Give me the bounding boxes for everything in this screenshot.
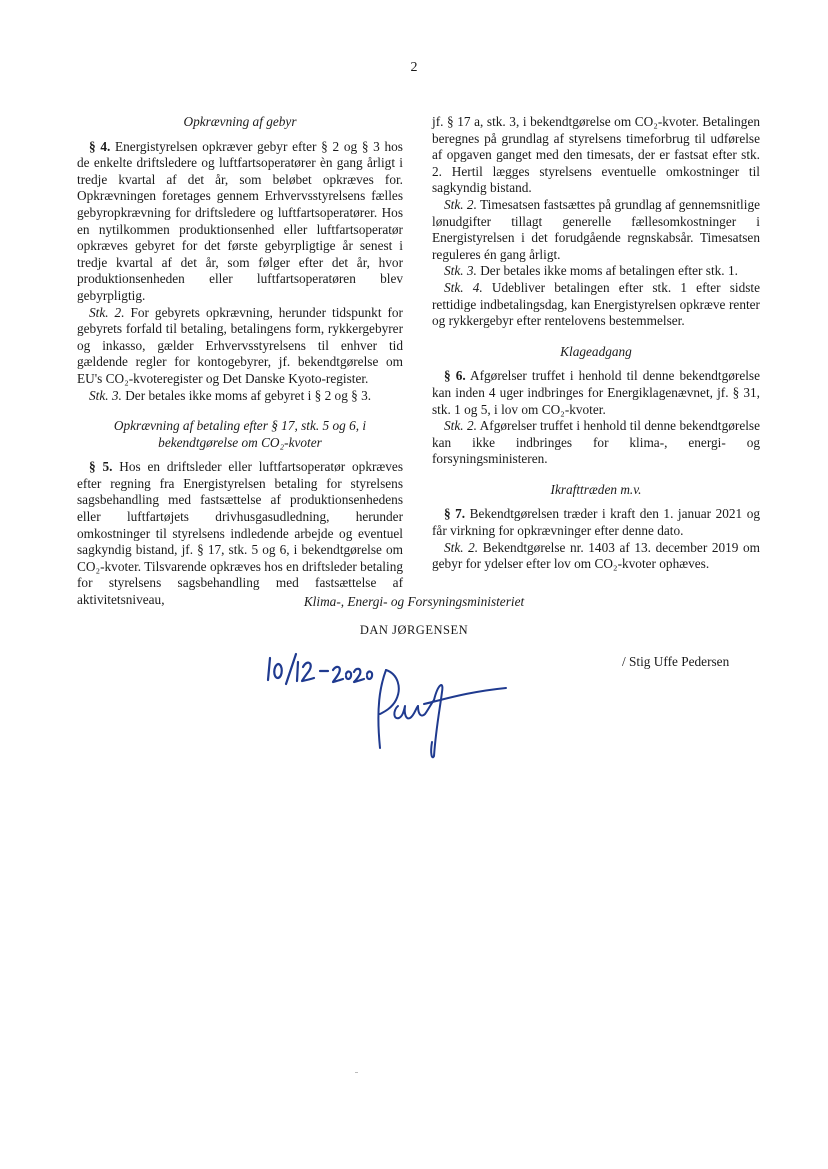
paragraph-s6 [432,368,760,418]
heading-ikrafttraeden: Ikrafttræden m.v. [550,481,642,497]
paragraph-text: Bekendtgørelse nr. 1403 af 13. december 2019 om gebyr for ydelser efter lov om CO₂-kvoter ophæves. [432,539,760,572]
paragraph-text: Timesatsen fastsættes på grundlag af gennemsnitlige lønudgifter tillagt generelle fællesomkostninger i Energistyrelsen i det forudgående regnskabsår. Timesatsen reguleres én gang årligt. [432,196,760,262]
paragraph-text: Der betales ikke moms af betalingen efter stk. 1. [476,263,738,279]
scan-speck [355,1072,358,1073]
left-column [77,114,403,609]
paragraph-s4-stk3 [77,388,403,405]
right-column [432,114,760,573]
stk-label: Stk. 3. [444,263,477,279]
section-number: § 5. [89,459,113,475]
handwritten-date [266,650,378,690]
paragraph-s5 [77,459,403,608]
paragraph-text: For gebyrets opkrævning, herunder tidspunkt for gebyrets forfald til betaling, betalingens form, rykkergebyrer og inkasso, gælder Erhvervsstyrelsens til enhver tid gældende regler for kontogebyrer, jf. bekendtgørelse om EU's CO₂-kvoteregister og Det Danske Kyoto-register. [77,304,403,386]
paragraph-s5-continued: jf. § 17 a, stk. 3, i bekendtgørelse om CO₂-kvoter. Betalingen beregnes på grundlag af styrelsens timeforbrug til udførelse af opgaven ganget med den timesats, der er fastsat efter stk. 2. Hertil lægges styrelsens eventuelle omkostninger til sagkyndig bistand. [432,114,760,196]
paragraph-text: Udebliver betalingen efter stk. 1 efter sidste rettidige indbetalingsdag, kan Energistyrelsen opkræve renter og rykkergebyr efter rentelovens bestemmelser. [432,279,760,329]
signature [370,662,510,760]
paragraph-text: Afgørelser truffet i henhold til denne bekendtgørelse kan ikke indbringes for klima-, energi- og forsyningsministeren. [432,418,760,467]
section-number: § 7. [444,506,466,522]
paragraph-s5-stk3 [432,263,760,280]
paragraph-text: Der betales ikke moms af gebyret i § 2 og § 3. [121,387,372,403]
paragraph-text: Energistyrelsen opkræver gebyr efter § 2 og § 3 hos de enkelte driftsledere og luftfartsoperatører èn gang årligt i tredje kvartal af det år, som beløbet opkræves for. Opkrævningen foretages gennem Erhvervsstyrelsens fælles gebyropkrævning for driftsledere og luftfartsoperatører. Hos en nytilkommen produktionsenhed eller luftfartsoperatør opkræves gebyret for det første gebyrpligtige år senest i tredje kvartal af det år, som følger efter det år, hvor produktionsenheden eller luftfartsoperatøren blev gebyrpligtig. [77,138,403,303]
official-name: / Stig Uffe Pedersen [622,654,730,669]
paragraph-s5-stk4 [432,280,760,330]
paragraph-text: Afgørelser truffet i henhold til denne bekendtgørelse kan inden 4 uger indbringes for Energiklagenævnet, jf. § 31, stk. 1 og 5, i lov om CO₂-kvoter. [432,368,760,417]
stk-label: Stk. 4. [444,279,483,295]
paragraph-s4-stk2 [77,305,403,388]
heading-opkraevning-af-betaling: Opkrævning af betaling efter § 17, stk. 5 og 6, i [113,418,367,434]
ministry-name: Klima-, Energi- og Forsyningsministeriet [303,594,525,609]
stk-label: Stk. 2. [444,196,477,212]
paragraph-s7-stk2 [432,540,760,573]
page-number: 2 [410,60,418,75]
minister-name: DAN JØRGENSEN [359,623,469,637]
stk-label: Stk. 3. [89,387,122,403]
heading-opkraevning-af-gebyr: Opkrævning af gebyr [183,114,297,129]
stk-label: Stk. 2. [444,539,479,555]
heading-opkraevning-af-betaling-line2: bekendtgørelse om CO₂-kvoter [158,434,322,450]
stk-label: Stk. 2. [444,418,477,434]
paragraph-s5-stk2 [432,197,760,263]
paragraph-s7 [432,506,760,539]
section-number: § 6. [444,368,466,384]
stk-label: Stk. 2. [89,304,125,320]
paragraph-text: Hos en driftsleder eller luftfartsoperatør opkræves efter regning fra Energistyrelsen betaling for styrelsens sagsbehandling med fastsættelse af produktionsenhedens eller luftfartøjets drivhusgasudledning, herunder omkostninger til styrelsens indledende arbejde og eventuel sagkyndig bistand, jf. § 17, stk. 5 og 6, i bekendtgørelse om CO₂-kvoter. Tilsvarende opkræves hos en driftsleder betaling for styrelsens sagsbehandling med fastsættelse af aktivitetsniveau, [77,459,403,608]
paragraph-text: Bekendtgørelsen træder i kraft den 1. januar 2021 og får virkning for opkrævninger efter denne dato. [432,506,760,539]
section-number: § 4. [89,138,111,154]
paragraph-s6-stk2 [432,418,760,468]
heading-klageadgang: Klageadgang [560,343,632,359]
paragraph-s4 [77,139,403,305]
